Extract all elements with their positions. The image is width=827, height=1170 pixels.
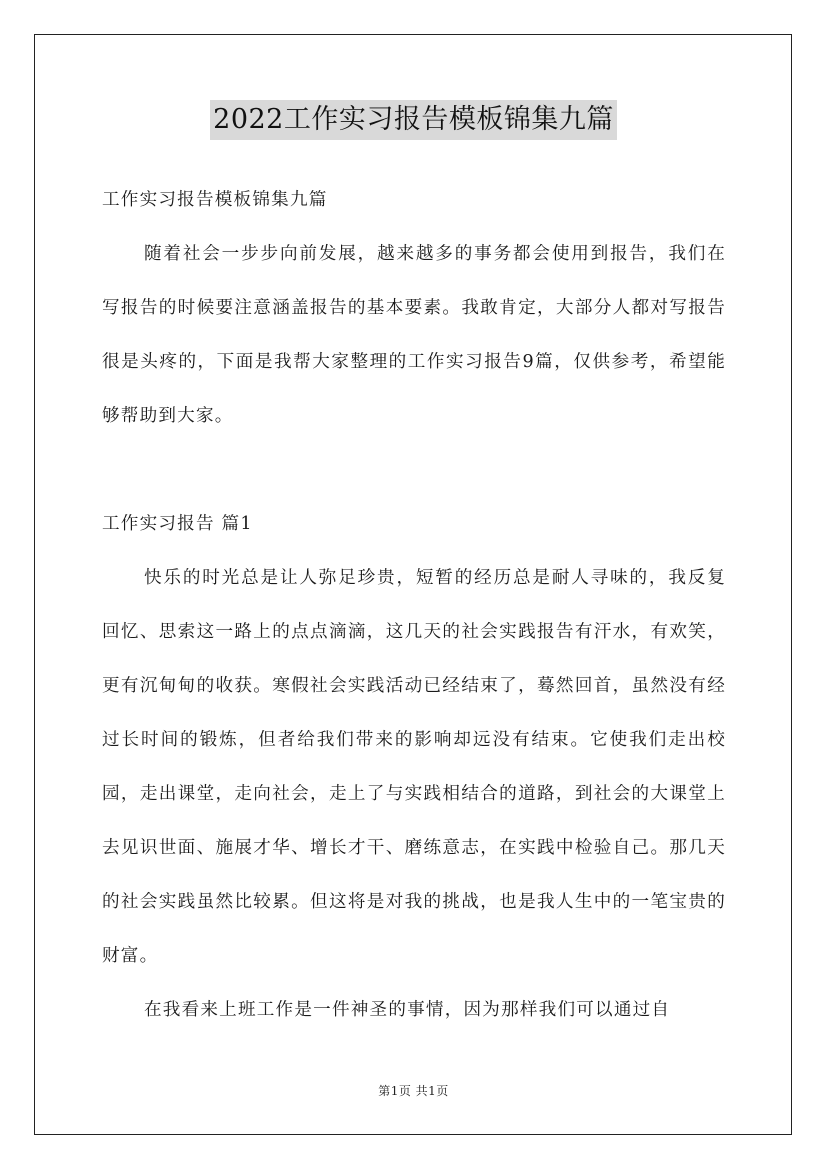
intro-paragraph[interactable]: 随着社会一步步向前发展，越来越多的事务都会使用到报告，我们在写报告的时候要注意涵盖报告的基本要素。我敢肯定，大部分人都对写报告很是头疼的，下面是我帮大家整理的工作实习报告9篇，仅供参考，希望能够帮助到大家。	[102, 244, 726, 426]
document-subtitle[interactable]: 工作实习报告模板锦集九篇	[102, 190, 328, 210]
page-footer: 第1页 共1页	[378, 1084, 449, 1098]
body-paragraph[interactable]: 快乐的时光总是让人弥足珍贵，短暂的经历总是耐人寻味的，我反复回忆、思索这一路上的点点滴滴，这几天的社会实践报告有汗水，有欢笑，更有沉甸甸的收获。寒假社会实践活动已经结束了，蓦然回首，虽然没有经过长时间的锻炼，但者给我们带来的影响却远没有结束。它使我们走出校园，走出课堂，走向社会，走上了与实践相结合的道路，到社会的大课堂上去见识世面、施展才华、增长才干、磨练意志，在实践中检验自己。那几天的社会实践虽然比较累。但这将是对我的挑战，也是我人生中的一笔宝贵的财富。	[102, 568, 726, 966]
document-title[interactable]: 2022工作实习报告模板锦集九篇	[210, 100, 617, 140]
document-body	[102, 173, 726, 1037]
title-container	[0, 100, 827, 140]
section-spacer	[102, 443, 726, 497]
section-heading[interactable]: 工作实习报告 篇1	[102, 514, 253, 534]
body-paragraph[interactable]: 在我看来上班工作是一件神圣的事情，因为那样我们可以通过自	[144, 1000, 671, 1020]
